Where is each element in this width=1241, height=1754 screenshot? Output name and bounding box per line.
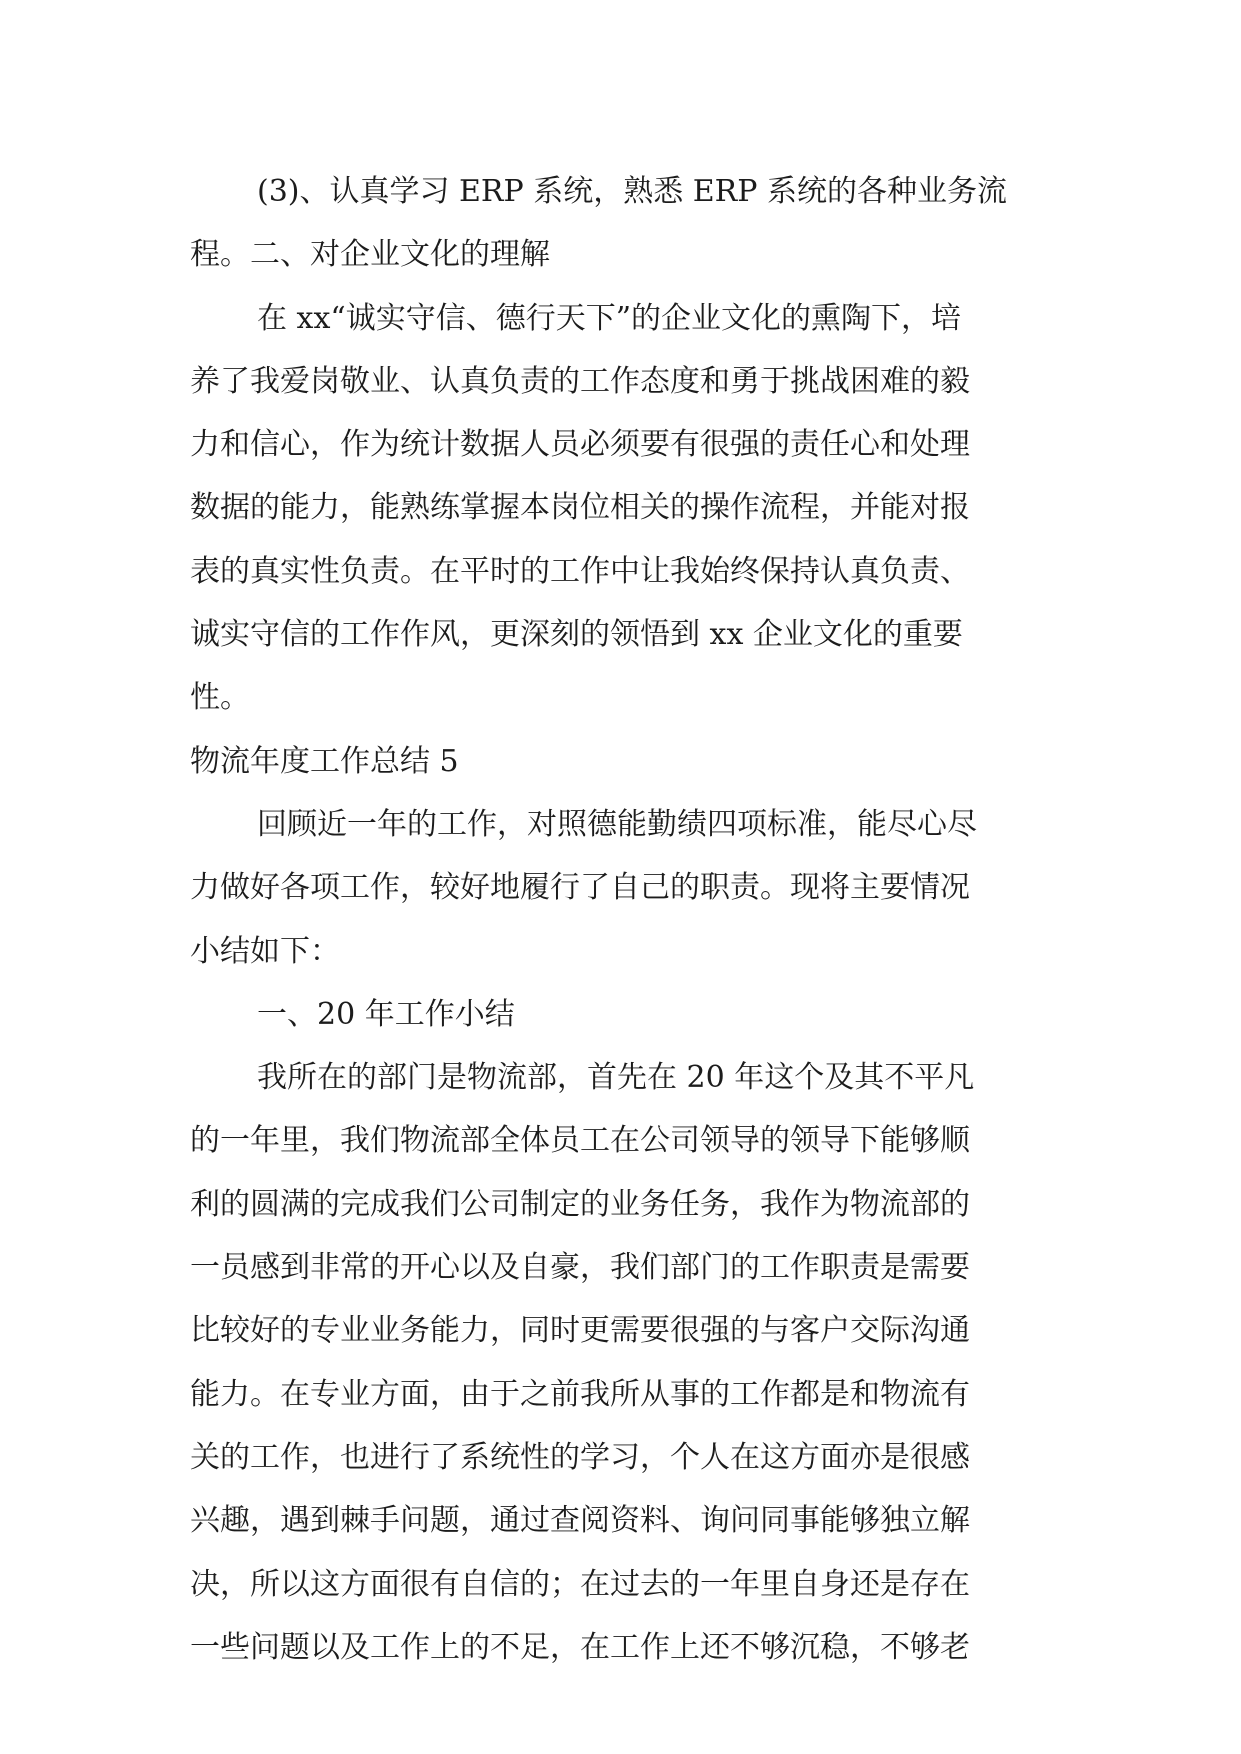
paragraph-line: 程。二、对企业文化的理解 [190,237,550,273]
paragraph-line: 诚实守信的工作作风，更深刻的领悟到 xx 企业文化的重要 [190,617,963,653]
paragraph-line: 决，所以这方面很有自信的；在过去的一年里自身还是存在 [190,1566,970,1602]
paragraph-line: 利的圆满的完成我们公司制定的业务任务，我作为物流部的 [190,1186,970,1222]
paragraph-line: 我所在的部门是物流部，首先在 20 年这个及其不平凡 [257,1060,975,1096]
subsection-title: 一、20 年工作小结 [257,996,515,1032]
paragraph-line: 回顾近一年的工作，对照德能勤绩四项标准，能尽心尽 [257,806,977,842]
paragraph-line: 小结如下： [190,933,340,969]
paragraph-line: 兴趣，遇到棘手问题，通过查阅资料、询问同事能够独立解 [190,1503,970,1539]
paragraph-line: 养了我爱岗敬业、认真负责的工作态度和勇于挑战困难的毅 [190,363,970,399]
paragraph-line: 比较好的专业业务能力，同时更需要很强的与客户交际沟通 [190,1313,970,1349]
paragraph-line: 力做好各项工作，较好地履行了自己的职责。现将主要情况 [190,870,970,906]
document-body [190,160,1060,1679]
paragraph-line: 数据的能力，能熟练掌握本岗位相关的操作流程，并能对报 [190,490,970,526]
section-title: 物流年度工作总结 5 [190,743,459,779]
paragraph-line: 在 xx“诚实守信、德行天下”的企业文化的熏陶下，培 [257,300,962,336]
paragraph-line: 的一年里，我们物流部全体员工在公司领导的领导下能够顺 [190,1123,970,1159]
paragraph-line: 一些问题以及工作上的不足，在工作上还不够沉稳，不够老 [190,1629,970,1665]
paragraph-line: 表的真实性负责。在平时的工作中让我始终保持认真负责、 [190,553,970,589]
paragraph-line: (3)、认真学习 ERP 系统，熟悉 ERP 系统的各种业务流 [257,174,1007,209]
paragraph-line: 关的工作，也进行了系统性的学习，个人在这方面亦是很感 [190,1439,970,1475]
paragraph-line: 力和信心，作为统计数据人员必须要有很强的责任心和处理 [190,427,970,463]
paragraph-line: 能力。在专业方面，由于之前我所从事的工作都是和物流有 [190,1376,970,1412]
paragraph-line: 性。 [190,680,250,716]
paragraph-line: 一员感到非常的开心以及自豪，我们部门的工作职责是需要 [190,1250,970,1286]
